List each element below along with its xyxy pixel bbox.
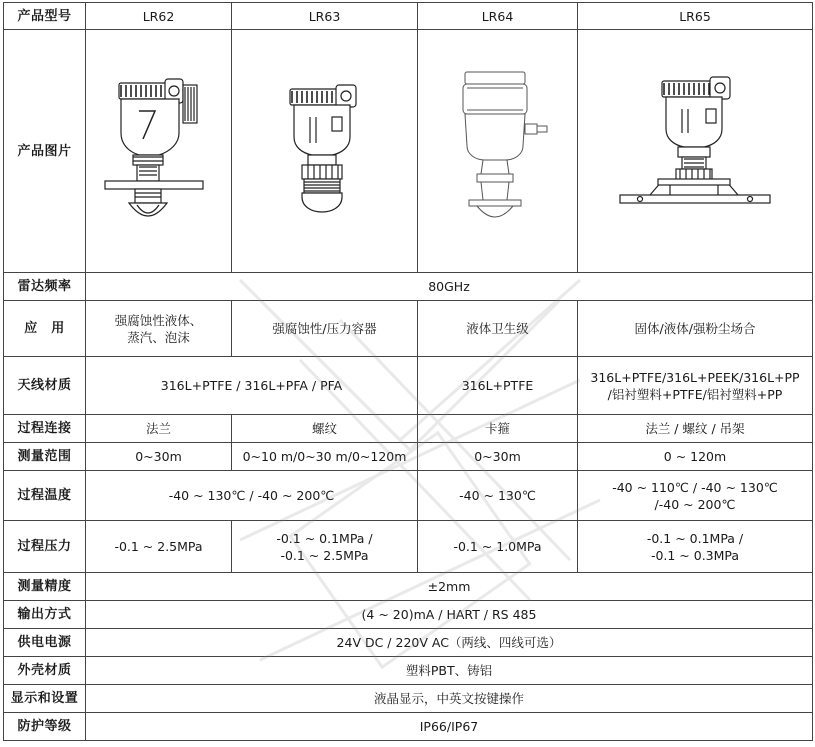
lr64-image bbox=[418, 30, 578, 273]
model-lr65: LR65 bbox=[578, 3, 813, 30]
lr62-image bbox=[86, 30, 232, 273]
spec-table bbox=[3, 2, 813, 741]
model-lr62: LR62 bbox=[86, 3, 232, 30]
connection-lr63: 螺纹 bbox=[232, 415, 418, 443]
power-label: 供电电源 bbox=[4, 629, 86, 657]
range-lr65: 0 ~ 120m bbox=[578, 443, 813, 471]
connection-lr64: 卡箍 bbox=[418, 415, 578, 443]
pressure-lr62: -0.1 ~ 2.5MPa bbox=[86, 521, 232, 573]
lr65-image bbox=[578, 30, 813, 273]
model-label: 产品型号 bbox=[4, 3, 86, 30]
lr63-image bbox=[232, 30, 418, 273]
frequency-value: 80GHz bbox=[86, 273, 813, 301]
model-row bbox=[4, 3, 813, 30]
temperature-label: 过程温度 bbox=[4, 471, 86, 521]
range-row bbox=[4, 443, 813, 471]
connection-lr65: 法兰 / 螺纹 / 吊架 bbox=[578, 415, 813, 443]
frequency-row bbox=[4, 273, 813, 301]
accuracy-row bbox=[4, 573, 813, 601]
display-row bbox=[4, 685, 813, 713]
pressure-lr63: -0.1 ~ 0.1MPa / -0.1 ~ 2.5MPa bbox=[232, 521, 418, 573]
protection-value: IP66/IP67 bbox=[86, 713, 813, 741]
pressure-label: 过程压力 bbox=[4, 521, 86, 573]
application-lr62: 强腐蚀性液体、 蒸汽、泡沫 bbox=[86, 301, 232, 357]
application-label: 应 用 bbox=[4, 301, 86, 357]
temperature-lr65: -40 ~ 110℃ / -40 ~ 130℃ /-40 ~ 200℃ bbox=[578, 471, 813, 521]
pressure-lr65: -0.1 ~ 0.1MPa / -0.1 ~ 0.3MPa bbox=[578, 521, 813, 573]
application-lr63: 强腐蚀性/压力容器 bbox=[232, 301, 418, 357]
image-label: 产品图片 bbox=[4, 30, 86, 273]
model-lr64: LR64 bbox=[418, 3, 578, 30]
housing-value: 塑料PBT、铸铝 bbox=[86, 657, 813, 685]
accuracy-value: ±2mm bbox=[86, 573, 813, 601]
protection-label: 防护等级 bbox=[4, 713, 86, 741]
antenna-lr65: 316L+PTFE/316L+PEEK/316L+PP /铝衬塑料+PTFE/铝衬塑料+PP bbox=[578, 357, 813, 415]
output-row bbox=[4, 601, 813, 629]
application-lr64: 液体卫生级 bbox=[418, 301, 578, 357]
range-lr63: 0~10 m/0~30 m/0~120m bbox=[232, 443, 418, 471]
range-label: 测量范围 bbox=[4, 443, 86, 471]
antenna-lr64: 316L+PTFE bbox=[418, 357, 578, 415]
pressure-lr64: -0.1 ~ 1.0MPa bbox=[418, 521, 578, 573]
housing-label: 外壳材质 bbox=[4, 657, 86, 685]
display-value: 液晶显示，中英文按键操作 bbox=[86, 685, 813, 713]
antenna-lr62-lr63: 316L+PTFE / 316L+PFA / PFA bbox=[86, 357, 418, 415]
model-lr63: LR63 bbox=[232, 3, 418, 30]
power-value: 24V DC / 220V AC（两线、四线可选） bbox=[86, 629, 813, 657]
output-label: 输出方式 bbox=[4, 601, 86, 629]
frequency-label: 雷达频率 bbox=[4, 273, 86, 301]
housing-row bbox=[4, 657, 813, 685]
connection-label: 过程连接 bbox=[4, 415, 86, 443]
application-lr65: 固体/液体/强粉尘场合 bbox=[578, 301, 813, 357]
image-row bbox=[4, 30, 813, 273]
antenna-row bbox=[4, 357, 813, 415]
display-label: 显示和设置 bbox=[4, 685, 86, 713]
antenna-label: 天线材质 bbox=[4, 357, 86, 415]
range-lr64: 0~30m bbox=[418, 443, 578, 471]
connection-row bbox=[4, 415, 813, 443]
accuracy-label: 测量精度 bbox=[4, 573, 86, 601]
protection-row bbox=[4, 713, 813, 741]
connection-lr62: 法兰 bbox=[86, 415, 232, 443]
application-row bbox=[4, 301, 813, 357]
pressure-row bbox=[4, 521, 813, 573]
power-row bbox=[4, 629, 813, 657]
temperature-lr62-lr63: -40 ~ 130℃ / -40 ~ 200℃ bbox=[86, 471, 418, 521]
temperature-row bbox=[4, 471, 813, 521]
range-lr62: 0~30m bbox=[86, 443, 232, 471]
output-value: (4 ~ 20)mA / HART / RS 485 bbox=[86, 601, 813, 629]
temperature-lr64: -40 ~ 130℃ bbox=[418, 471, 578, 521]
